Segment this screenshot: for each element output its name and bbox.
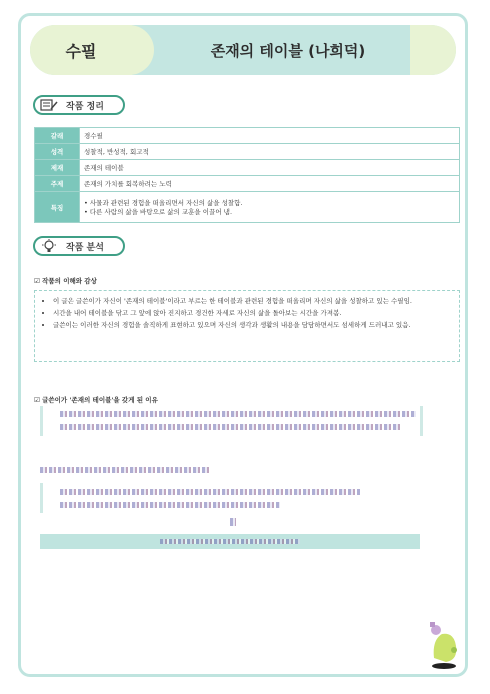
row-key: 제재 <box>35 160 80 176</box>
blurred-text <box>160 539 300 544</box>
character-illustration <box>424 620 464 670</box>
row-key: 특징 <box>35 192 80 223</box>
blur-border <box>40 406 43 436</box>
blurred-text <box>230 518 236 526</box>
blurred-text <box>60 502 280 508</box>
blurred-text <box>60 489 360 495</box>
section-pill-summary <box>33 95 125 115</box>
row-key: 갈래 <box>35 128 80 144</box>
blurred-text <box>40 467 210 473</box>
analysis-heading: ☑ 작품의 이해와 감상 <box>34 277 97 285</box>
analysis-point: • 이 글은 글쓴이가 자신이 '존재의 테이블'이라고 부르는 한 테이블과 관련된 경험을 떠올리며 자신의 삶을 성찰하고 있는 수필임. <box>53 295 453 307</box>
page-title: 존재의 테이블 (나희덕) <box>210 41 366 60</box>
blurred-text <box>60 411 416 417</box>
row-value: 존재의 가치를 회복하려는 노력 <box>80 176 460 192</box>
genre-label: 수필 <box>30 25 132 75</box>
reason-heading: ☑ 글쓴이가 '존재의 테이블'을 갖게 된 이유 <box>34 396 158 404</box>
info-table <box>34 127 460 223</box>
table-row <box>35 128 460 144</box>
lightbulb-icon <box>40 239 58 253</box>
blur-border <box>40 483 43 513</box>
analysis-point: • 시간을 내어 테이블을 닦고 그 앞에 앉아 진지하고 경건한 자세로 자신의 삶을 돌아보는 시간을 가져봄. <box>53 307 453 319</box>
table-row <box>35 144 460 160</box>
section-pill-analysis <box>33 236 125 256</box>
feature-item: • 다른 사람의 삶을 바탕으로 삶의 교훈을 이끌어 냄. <box>84 208 233 216</box>
row-value: 존재의 테이블 <box>80 160 460 176</box>
row-key: 주제 <box>35 176 80 192</box>
blur-border <box>420 406 423 436</box>
row-value: 경수필 <box>80 128 460 144</box>
section-label: 작품 정리 <box>66 101 104 112</box>
analysis-box <box>34 290 460 362</box>
row-key: 성격 <box>35 144 80 160</box>
table-row <box>35 192 460 223</box>
analysis-point: • 글쓴이는 이러한 자신의 경험을 솔직하게 표현하고 있으며 자신의 생각과 생활의 내용을 담담하면서도 섬세하게 드러내고 있음. <box>53 319 453 331</box>
section-label: 작품 분석 <box>66 242 104 253</box>
feature-item: • 사물과 관련된 경험을 떠올리면서 자신의 삶을 성찰함. <box>84 199 243 207</box>
table-row <box>35 176 460 192</box>
page-header <box>30 25 456 75</box>
blurred-text <box>60 424 400 430</box>
table-row <box>35 160 460 176</box>
notebook-pencil-icon <box>40 98 58 112</box>
row-value <box>80 192 460 223</box>
row-value: 성찰적, 반성적, 회고적 <box>80 144 460 160</box>
